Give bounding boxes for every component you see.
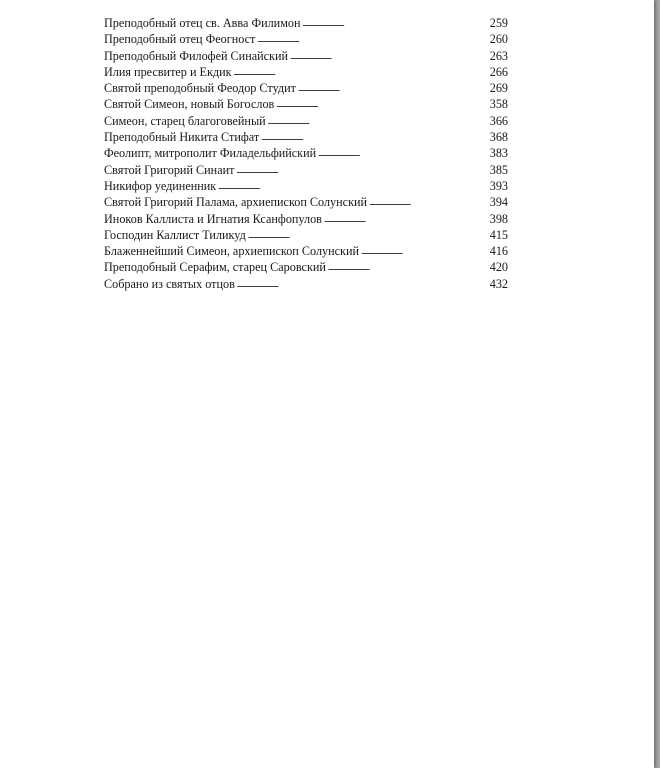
toc-entry-title: Иноков Каллиста и Игнатия Ксанфопулов xyxy=(104,211,322,226)
toc-entry xyxy=(104,48,508,64)
toc-entry-title: Преподобный Филофей Синайский xyxy=(104,48,289,63)
toc-entry xyxy=(104,96,508,112)
toc-entry xyxy=(104,194,508,210)
toc-entry-title: Господин Каллист Тиликуд xyxy=(104,227,246,242)
toc-entry-title: Преподобный Серафим, старец Саровский xyxy=(104,260,326,275)
toc-entry xyxy=(104,80,508,96)
toc-entry-title: Преподобный Никита Стифат xyxy=(104,130,260,145)
toc-entry-title: Блаженнейший Симеон, архиепископ Солунский xyxy=(104,244,360,259)
toc-entry xyxy=(104,113,508,129)
toc-entry-title: Никифор уединенник xyxy=(104,178,217,193)
toc-entry-title: Святой преподобный Феодор Студит xyxy=(104,81,296,96)
toc-entry-title: Святой Григорий Палама, архиепископ Солунский xyxy=(104,195,368,210)
toc-entry xyxy=(104,64,508,80)
toc-entry-title: Святой Григорий Синаит xyxy=(104,162,235,177)
toc-entry xyxy=(104,15,508,31)
toc-entry-page: 432 xyxy=(489,276,508,291)
toc-entry-page: 385 xyxy=(489,162,508,177)
toc-entry xyxy=(104,31,508,47)
table-of-contents xyxy=(104,15,508,292)
toc-entry-page: 394 xyxy=(489,195,508,210)
toc-entry-title: Илия пресвитер и Екдик xyxy=(104,64,232,79)
toc-entry-page: 393 xyxy=(489,178,508,193)
toc-entry-title: Феолипт, митрополит Филадельфийский xyxy=(104,146,317,161)
toc-entry-title: Преподобный отец Феогност xyxy=(104,32,256,47)
toc-entry-title: Преподобный отец св. Авва Филимон xyxy=(104,16,301,30)
toc-entry xyxy=(104,227,508,243)
toc-entry-page: 358 xyxy=(489,97,508,112)
toc-entry-page: 383 xyxy=(489,146,508,161)
toc-entry-title: Симеон, старец благоговейный xyxy=(104,113,266,128)
toc-entry-page: 415 xyxy=(489,227,508,242)
toc-entry xyxy=(104,178,508,194)
toc-entry-page: 366 xyxy=(489,113,508,128)
toc-entry xyxy=(104,259,508,275)
toc-entry-page: 269 xyxy=(489,81,508,96)
toc-entry xyxy=(104,162,508,178)
toc-entry-page: 368 xyxy=(489,130,508,145)
toc-entry-title: Собрано из святых отцов xyxy=(104,276,235,291)
toc-dot-leader xyxy=(237,275,488,293)
toc-entry-page: 263 xyxy=(489,48,508,63)
toc-entry-page: 398 xyxy=(489,211,508,226)
toc-entry xyxy=(104,129,508,145)
toc-entry-page: 259 xyxy=(489,16,508,30)
toc-entry-page: 266 xyxy=(489,64,508,79)
toc-entry-page: 416 xyxy=(489,244,508,259)
toc-entry-page: 420 xyxy=(489,260,508,275)
toc-entry xyxy=(104,145,508,161)
toc-entry xyxy=(104,211,508,227)
toc-entry-page: 260 xyxy=(489,32,508,47)
toc-entry xyxy=(104,243,508,259)
toc-entry xyxy=(104,276,508,292)
toc-entry-title: Святой Симеон, новый Богослов xyxy=(104,97,275,112)
